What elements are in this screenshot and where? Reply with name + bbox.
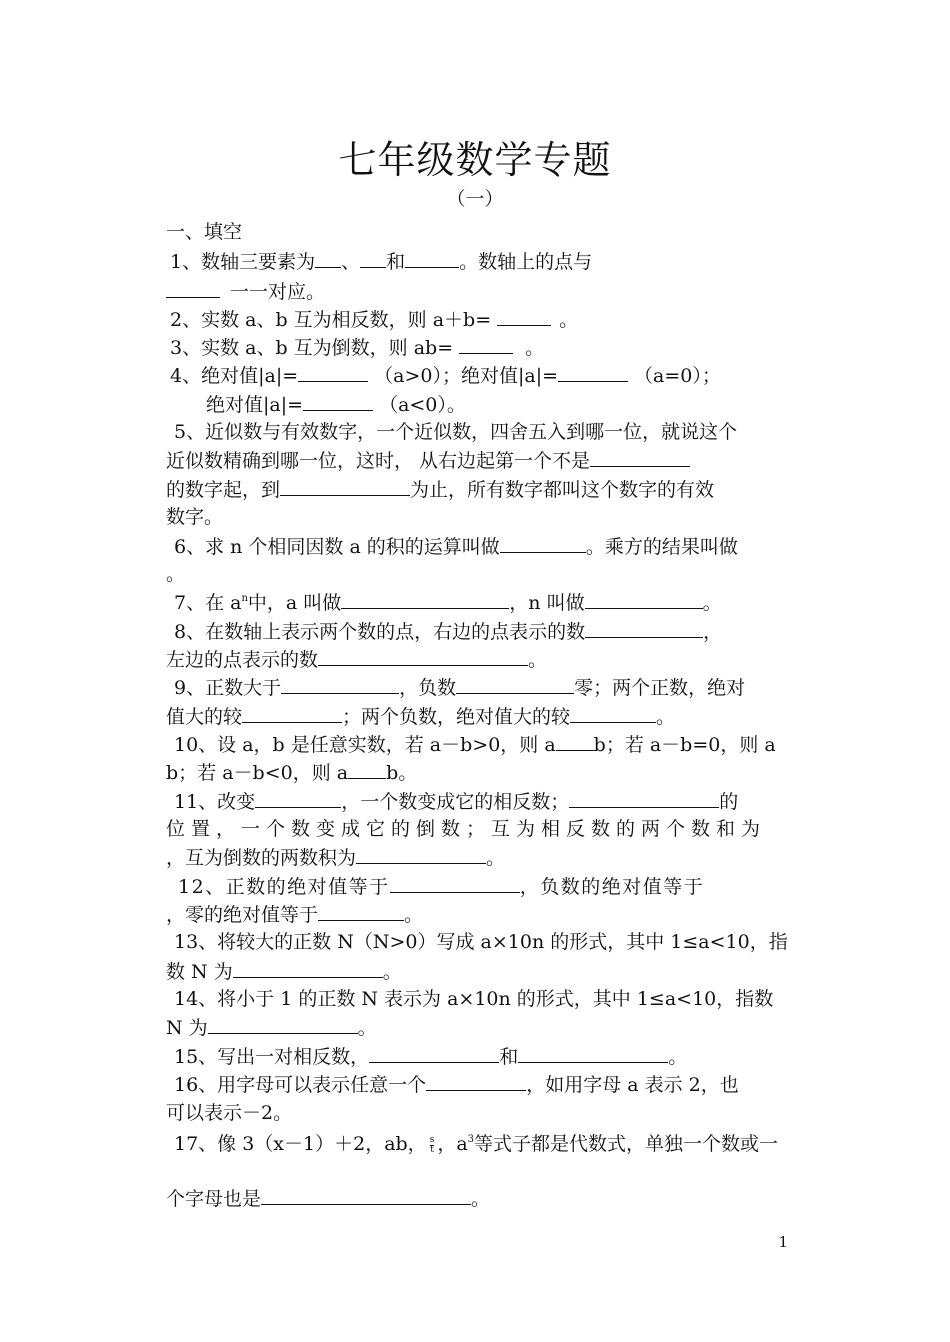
blank[interactable] [405,248,459,268]
blank[interactable] [255,788,341,808]
blank[interactable] [208,1014,358,1034]
blank[interactable] [570,703,656,723]
question-5-line-3: 的数字起，到 为止，所有数字都叫这个数字的有效 [166,476,714,503]
question-1-line-1: 1、数轴三要素为 、 和 。数轴上的点与 [170,248,592,275]
blank[interactable] [233,958,383,978]
question-1-line-2: 一一对应。 [166,278,325,305]
question-14-line-1: 14、将小于 1 的正数 N 表示为 a×10n 的形式，其中 1≤a<10，指数 [174,988,774,1010]
question-11-line-1: 11、改变 ，一个数变成它的相反数； 的 [174,788,738,815]
question-12-line-2: ，零的绝对值等于 。 [166,901,423,928]
fraction-s-over-t: $\frac{s}{t}$ [429,1134,435,1155]
blank[interactable] [459,334,513,354]
question-11-line-2: 位置，一个数变成它的倒数；互为相反数的两个数和为 [166,818,767,840]
blank[interactable] [590,447,690,467]
blank[interactable] [242,703,342,723]
blank[interactable] [390,873,520,893]
question-4-line-2: 绝对值|a|= （a<0）。 [206,391,466,418]
question-5-line-2: 近似数精确到哪一位，这时， 从右边起第一个不是 [166,447,690,474]
blank[interactable] [360,248,386,268]
page-number: 1 [778,1233,788,1251]
question-9-line-1: 9、正数大于 ，负数 零；两个正数，绝对 [174,674,745,701]
blank[interactable] [261,1185,471,1205]
question-9-line-2: 值大的较 ；两个负数，绝对值大的较 。 [166,703,675,730]
question-5-line-1: 5、近似数与有效数字，一个近似数，四舍五入到哪一位，就说这个 [174,421,738,443]
question-7: 7、在 $a^n$中，a 叫做 ，n 叫做 。 [174,589,722,616]
question-11-line-3: ，互为倒数的两数积为 。 [166,844,505,871]
blank[interactable] [356,844,486,864]
blank[interactable] [585,618,703,638]
blank[interactable] [558,362,628,382]
question-6-line-1: 6、求 n 个相同因数 a 的积的运算叫做 。乘方的结果叫做 [174,533,738,560]
blank[interactable] [315,248,341,268]
blank[interactable] [280,476,410,496]
question-13-line-1: 13、将较大的正数 N（N>0）写成 a×10n 的形式，其中 1≤a<10，指 [174,931,788,953]
blank[interactable] [569,788,719,808]
question-15: 15、写出一对相反数， 和 。 [174,1043,687,1070]
blank[interactable] [281,674,399,694]
blank[interactable] [318,901,404,921]
page-title: 七年级数学专题 [338,138,612,182]
blank[interactable] [318,646,528,666]
question-14-line-2: N 为 。 [166,1014,377,1041]
question-8-line-2: 左边的点表示的数 。 [166,646,547,673]
blank[interactable] [456,674,574,694]
question-10-line-2: b；若 a－b<0，则 a b。 [166,759,417,786]
blank[interactable] [369,1043,499,1063]
question-10-line-1: 10、设 a，b 是任意实数，若 a－b>0，则 a b；若 a－b=0，则 a [174,731,776,758]
page-subtitle: （一） [446,188,504,210]
question-17-line-2: 个字母也是 。 [166,1185,490,1212]
blank[interactable] [556,731,594,751]
blank[interactable] [426,1071,526,1091]
blank[interactable] [500,533,586,553]
question-3: 3、实数 a、b 互为倒数，则 ab= 。 [170,334,544,361]
question-17-line-1: 17、像 3（x－1）＋2，ab， $\frac{s}{t}$ ，$a^3$等式子都是代数式，单独一个数或一 [174,1133,779,1155]
question-5-line-4: 数字。 [166,506,224,528]
question-16-line-1: 16、用字母可以表示任意一个 ，如用字母 a 表示 2，也 [174,1071,739,1098]
blank[interactable] [298,362,368,382]
question-8-line-1: 8、在数轴上表示两个数的点，右边的点表示的数 ， [174,618,722,645]
question-16-line-2: 可以表示－2。 [166,1102,293,1124]
blank[interactable] [166,278,220,298]
section-heading: 一、填空 [166,221,243,243]
question-4-line-1: 4、绝对值|a|= （a>0）；绝对值|a|= （a=0）； [170,362,721,389]
question-6-line-2: 。 [166,563,186,585]
question-13-line-2: 数 N 为 。 [166,958,402,985]
blank[interactable] [497,306,551,326]
blank[interactable] [348,759,386,779]
blank[interactable] [341,589,509,609]
blank[interactable] [303,391,373,411]
blank[interactable] [518,1043,668,1063]
blank[interactable] [585,589,703,609]
question-12-line-1: 12、正数的绝对值等于 ，负数的绝对值等于 [178,873,704,900]
question-2: 2、实数 a、b 互为相反数，则 a＋b= 。 [170,306,578,333]
